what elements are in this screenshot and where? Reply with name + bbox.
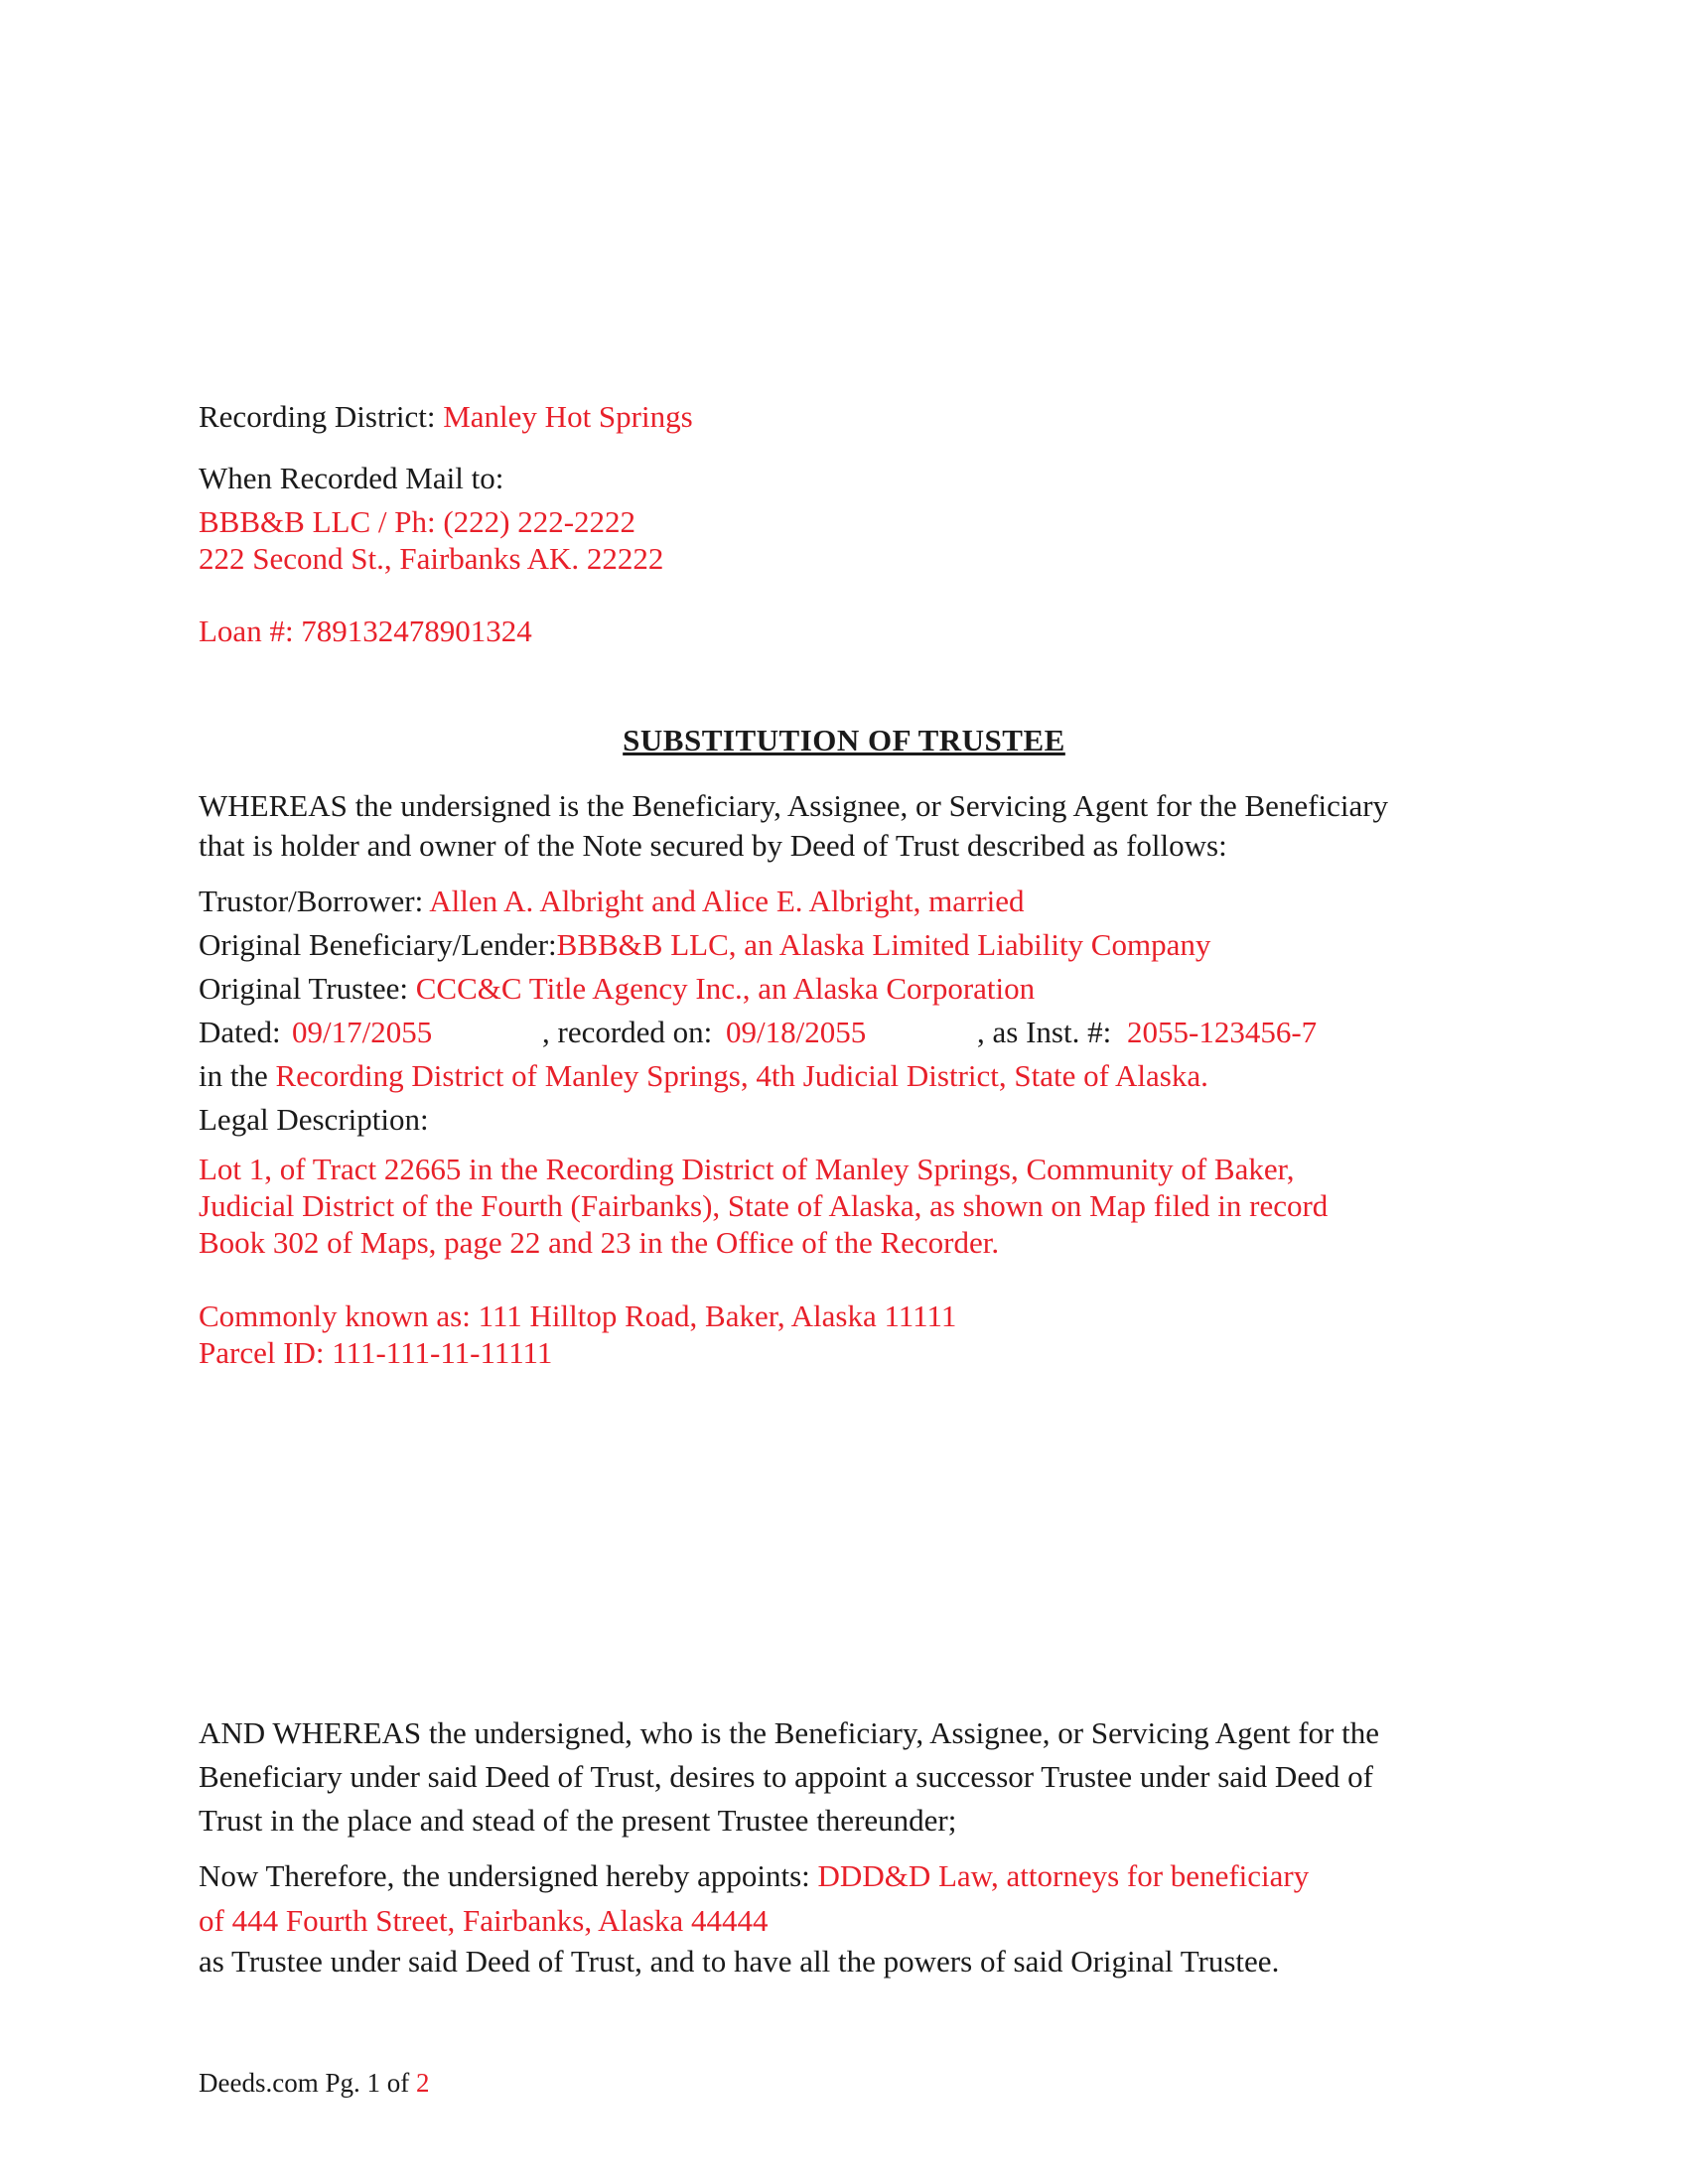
trustee-label: Original Trustee: [199,971,408,1006]
legal-line-1: Lot 1, of Tract 22665 in the Recording District of Manley Springs, Community of Baker, [199,1152,1295,1186]
recording-district-value: Manley Hot Springs [443,399,693,434]
inst-label: , as Inst. #: [977,1015,1112,1049]
trustor-label: Trustor/Borrower: [199,884,424,918]
parcel-id: Parcel ID: 111-111-11-11111 [199,1335,553,1370]
now-therefore-label: Now Therefore, the undersigned hereby appoints: [199,1858,810,1893]
trustee-line [199,971,1035,1007]
footer-site: Deeds.com [199,2068,319,2098]
mail-to-label: When Recorded Mail to: [199,461,504,495]
recorded-label: , recorded on: [542,1015,713,1049]
trustor-value: Allen A. Albright and Alice E. Albright, married [429,884,1025,918]
dated-label: Dated: [199,1015,281,1049]
closing-line: as Trustee under said Deed of Trust, and to have all the powers of said Original Trustee. [199,1944,1280,1979]
in-the-label: in the [199,1058,268,1093]
recording-district-label: Recording District: [199,399,436,434]
legal-line-2: Judicial District of the Fourth (Fairbanks), State of Alaska, as shown on Map filed in record [199,1188,1329,1223]
footer-page-total: 2 [415,2068,430,2098]
trustee-value: CCC&C Title Agency Inc., an Alaska Corporation [415,971,1036,1006]
page-footer [199,2067,429,2099]
mail-to-line-2: 222 Second St., Fairbanks AK. 22222 [199,541,664,576]
and-whereas-line-2: Beneficiary under said Deed of Trust, desires to appoint a successor Trustee under said Deed of [199,1759,1373,1794]
beneficiary-line [199,927,1210,963]
dates-line [199,1015,1489,1050]
recorded-value: 09/18/2055 [726,1015,867,1049]
recording-district [199,399,693,435]
loan-number: Loan #: 789132478901324 [199,614,532,648]
appointee-line-2: of 444 Fourth Street, Fairbanks, Alaska 44444 [199,1903,769,1938]
and-whereas-line-1: AND WHEREAS the undersigned, who is the Beneficiary, Assignee, or Servicing Agent for the [199,1715,1379,1750]
beneficiary-value: BBB&B LLC, an Alaska Limited Liability Company [556,927,1211,962]
document-title: SUBSTITUTION OF TRUSTEE [623,723,1065,757]
now-therefore-line [199,1858,1309,1894]
mail-to-line-1: BBB&B LLC / Ph: (222) 222-2222 [199,504,636,539]
intro-line-2: that is holder and owner of the Note secured by Deed of Trust described as follows: [199,828,1227,863]
trustor-line [199,884,1024,919]
legal-description-label: Legal Description: [199,1102,429,1137]
district-line [199,1058,1208,1094]
appointee-line-1: DDD&D Law, attorneys for beneficiary [817,1858,1310,1893]
footer-page-prefix: Pg. 1 of [325,2068,410,2098]
and-whereas-line-3: Trust in the place and stead of the present Trustee thereunder; [199,1803,957,1838]
commonly-known-as: Commonly known as: 111 Hilltop Road, Baker, Alaska 11111 [199,1298,957,1333]
legal-line-3: Book 302 of Maps, page 22 and 23 in the Office of the Recorder. [199,1225,1000,1260]
district-value: Recording District of Manley Springs, 4th Judicial District, State of Alaska. [275,1058,1208,1093]
inst-value: 2055-123456-7 [1127,1015,1318,1049]
beneficiary-label: Original Beneficiary/Lender: [199,927,557,962]
dated-value: 09/17/2055 [292,1015,433,1049]
intro-line-1: WHEREAS the undersigned is the Beneficiary, Assignee, or Servicing Agent for the Beneficiary [199,788,1389,823]
